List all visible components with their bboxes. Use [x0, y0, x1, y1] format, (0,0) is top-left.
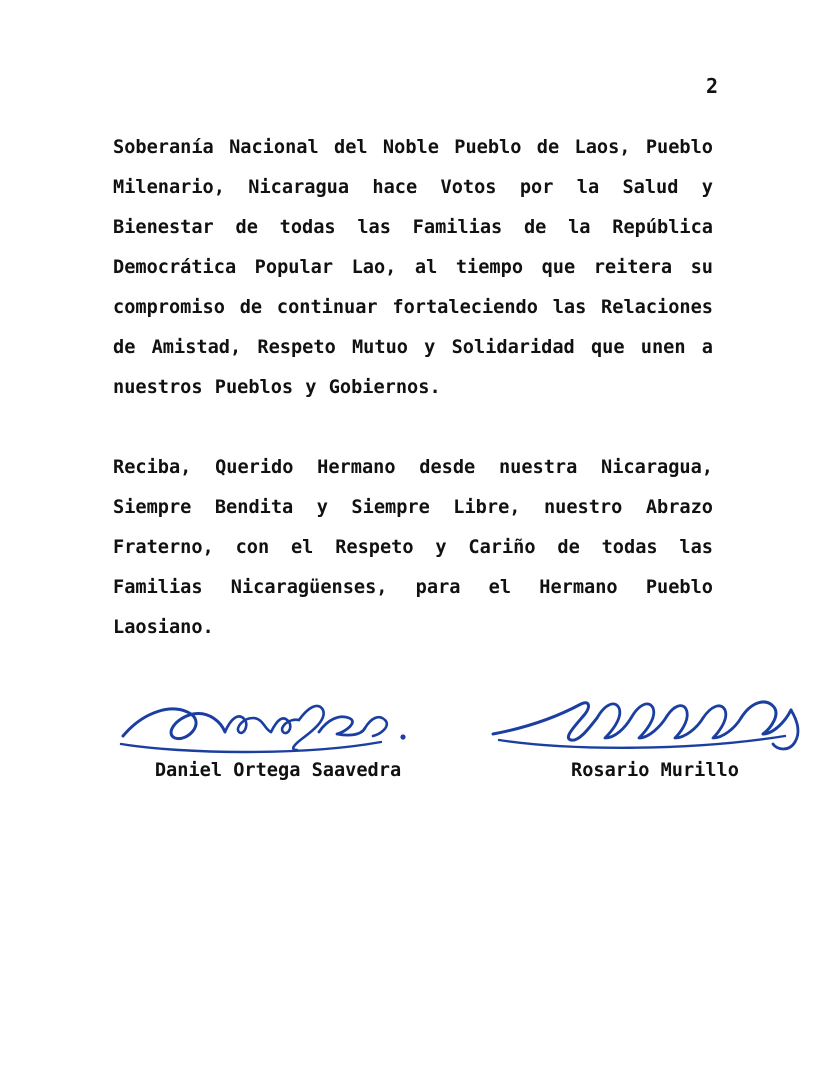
letter-body	[113, 128, 713, 648]
signature-name-1: Daniel Ortega Saavedra	[154, 760, 402, 781]
handwritten-signature-icon	[485, 692, 825, 760]
page-number: 2	[705, 74, 718, 98]
signature-name-2: Rosario Murillo	[571, 760, 739, 781]
signature-rosario-murillo	[485, 692, 825, 802]
handwritten-signature-icon	[113, 692, 443, 760]
paragraph-2: Reciba, Querido Hermano desde nuestra Nicaragua, Siempre Bendita y Siempre Libre, nuestro Abrazo Fraterno, con el Respeto y Cariño de todas las Familias Nicaragüenses, para el Hermano Pueblo Laosiano.	[113, 457, 713, 638]
paragraph-1: Soberanía Nacional del Noble Pueblo de Laos, Pueblo Milenario, Nicaragua hace Votos por la Salud y Bienestar de todas las Familias de la República Democrática Popular Lao, al tiempo que reitera su compromiso de continuar fortaleciendo las Relaciones de Amistad, Respeto Mutuo y Solidaridad que unen a nuestros Pueblos y Gobiernos.	[113, 137, 713, 398]
signature-block	[113, 692, 739, 802]
signature-daniel-ortega	[113, 692, 443, 802]
